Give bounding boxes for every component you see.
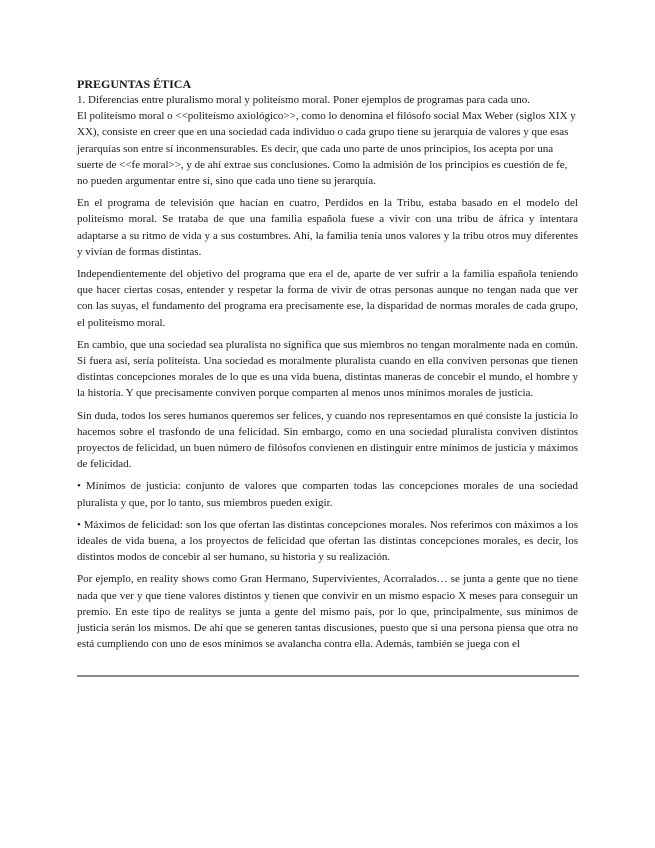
paragraph-felicidad: Sin duda, todos los seres humanos queremos ser felices, y cuando nos representamos en qué consiste la justicia lo hacemos sobre el trasfondo de una felicidad. Sin embargo, como en una sociedad pluralista conviven distintos proyectos de felicidad, un buen número de filósofos convienen en distinguir entre mínimos de justicia y máximos de felicidad.: [77, 409, 578, 471]
document-page: [77, 76, 578, 659]
page-bottom-divider: [77, 675, 579, 677]
paragraph-pluralism-definition: En cambio, que una sociedad sea pluralista no significa que sus miembros no tengan moralmente nada en común. Si fuera así, sería politeísta. Una sociedad es moralmente pluralista cuando en ella conviven personas que tienen distintas concepciones morales de lo que es una vida buena, distintas maneras de concebir el mundo, el hombre y la historia. Y que precisamente conviven porque comparten al menos unos mínimos morales de justicia.: [77, 338, 578, 400]
paragraph-program-objective: Independientemente del objetivo del programa que era el de, aparte de ver sufrir a la familia española teniendo que hacer ciertas cosas, entender y respetar la forma de vivir de otras personas aunque no tengan nada que ver con las suyas, el fundamento del programa era precisamente ese, la disparidad de normas morales de cada grupo, el politeísmo moral.: [77, 268, 578, 329]
question-block: [77, 92, 578, 189]
document-title: PREGUNTAS ÉTICA: [77, 77, 192, 91]
paragraph-politeismo-definition: El politeísmo moral o <<politeísmo axiológico>>, como lo denomina el filósofo social Max Weber (siglos XIX y XX), consiste en creer que en una sociedad cada individuo o cada grupo tiene su jerarquía de valores y que esas jerarquías son entre sí inconmensurables. Es decir, que cada uno parte de unos principios, los acepta por una suerte de <<fe moral>>, y de ahí extrae sus conclusiones. Como la admisión de los principios es cuestión de fe, no pueden argumentar entre sí, sino que cada uno tiene su jerarquía.: [77, 110, 576, 188]
paragraph-reality-shows: Por ejemplo, en reality shows como Gran Hermano, Supervivientes, Acorralados… se junta a gente que no tiene nada que ver y que tiene valores distintos y tienen que convivir en un mismo espacio X meses para conseguir un premio. En este tipo de realitys se junta a gente del mismo país, por lo que, principalmente, sus mínimos de justicia serán los mismos. De ahí que se generen tantas discusiones, puesto que si una persona piensa que otra no está cumpliendo con uno de esos mínimos se avalancha contra ella. Además, también se juega con el: [77, 573, 578, 651]
paragraph-perdidos-tribu: En el programa de televisión que hacían en cuatro, Perdidos en la Tribu, estaba basado en el modelo del politeísmo moral. Se trataba de que una familia española fuese a vivir con una tribu de áfrica y intentara adaptarse a su ritmo de vida y a sus costumbres. Ahí, la familia tenía unos valores y la tribu otros muy diferentes y vivían de formas distintas.: [77, 197, 578, 258]
bullet-minimos-justicia: • Mínimos de justicia: conjunto de valores que comparten todas las concepciones morales de una sociedad pluralista y que, por lo tanto, sus miembros pueden exigir.: [77, 480, 578, 509]
question-heading: 1. Diferencias entre pluralismo moral y politeísmo moral. Poner ejemplos de programas para cada uno.: [77, 94, 530, 106]
bullet-maximos-felicidad: • Máximos de felicidad: son los que ofertan las distintas concepciones morales. Nos referimos con máximos a los ideales de vida buena, a los proyectos de felicidad que ofertan las distintas concepciones morales, es decir, los distintos modos de concebir al ser humano, su historia y su realización.: [77, 518, 578, 564]
